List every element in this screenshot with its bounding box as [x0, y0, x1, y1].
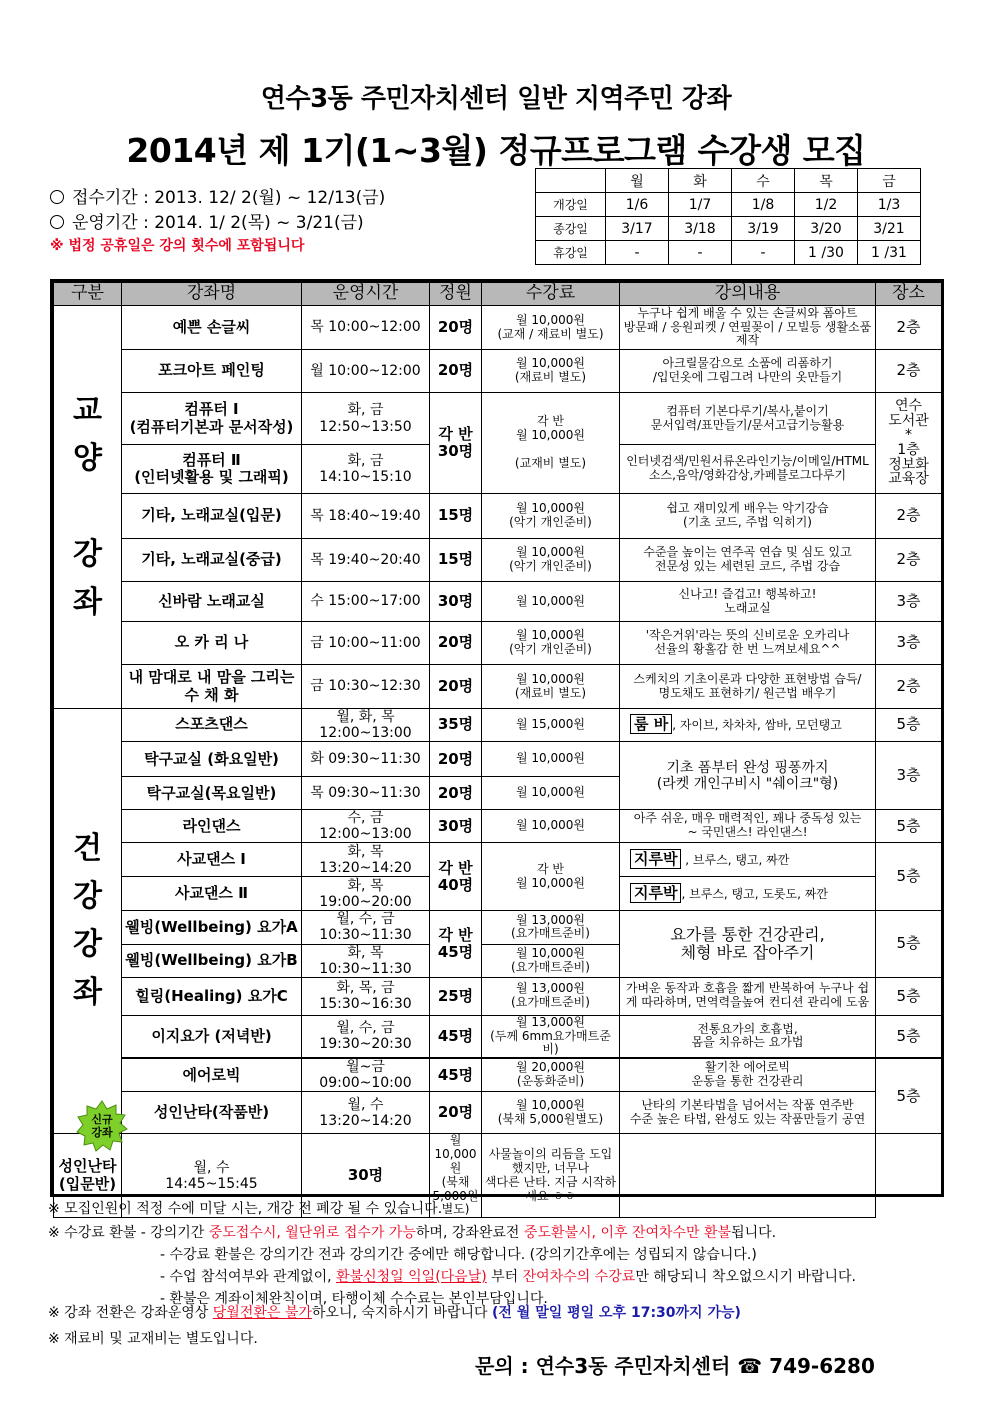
course-name: 라인댄스: [122, 810, 302, 843]
course-fee: 각 반 월 10,000원 (교재비 별도): [482, 393, 620, 494]
course-time: 화, 금 12:50~13:50: [302, 393, 430, 445]
course-time: 화, 목, 금 15:30~16:30: [302, 977, 430, 1015]
course-capacity: 35명: [430, 709, 482, 742]
note-highlight: 잔여차수의 수강료: [522, 1269, 636, 1285]
category-health: 건 강 강 좌: [54, 709, 122, 1134]
table-row: [54, 665, 942, 709]
course-capacity: 20명: [430, 742, 482, 777]
course-capacity: 20명: [430, 1092, 482, 1134]
course-place: 2층: [876, 350, 942, 393]
table-row: [54, 306, 942, 350]
course-place: 2층: [876, 665, 942, 709]
course-time: 월~금 09:00~10:00: [302, 1058, 430, 1092]
description-text: , 브루스, 탱고, 짜깐: [681, 853, 790, 868]
operation-text: 운영기간 : 2014. 1/ 2(목) ~ 3/21(금): [72, 213, 364, 233]
calendar-header-row: [536, 169, 921, 193]
course-name: 신바람 노래교실: [122, 582, 302, 622]
table-row: [54, 622, 942, 665]
table-row: [54, 810, 942, 843]
course-description: 가벼운 동작과 호흡을 짧게 반복하여 누구나 쉽게 따라하며, 면역력을높여 컨디션 관리에 도움: [620, 977, 876, 1015]
calendar-corner: [536, 169, 606, 193]
course-time: 목 18:40~19:40: [302, 494, 430, 539]
course-description: 신나고! 즐겁고! 행복하고! 노래교실: [620, 582, 876, 622]
course-capacity: 30명: [430, 810, 482, 843]
course-description: 전통요가의 호흡법, 몸을 치유하는 요가법: [620, 1015, 876, 1058]
circle-bullet-icon: [50, 190, 64, 204]
course-name: 힐링(Healing) 요가C: [122, 977, 302, 1015]
course-description: 쉽고 재미있게 배우는 악기강습 (기초 코드, 주법 익히기): [620, 494, 876, 539]
course-name: 웰빙(Wellbeing) 요가A: [122, 911, 302, 944]
note-highlight: 당월전환은 불가: [212, 1305, 312, 1321]
course-time: 화 09:30~11:30: [302, 742, 430, 777]
table-row: [54, 977, 942, 1015]
course-time: 수 15:00~17:00: [302, 582, 430, 622]
course-name: 탁구교실(목요일반): [122, 777, 302, 810]
footer-note-4: [160, 1266, 856, 1286]
highlight-box: 룸 바: [630, 714, 672, 734]
course-fee: 월 13,000원 (요가매트준비): [482, 911, 620, 944]
calendar-cell: -: [732, 241, 795, 265]
course-description: 사물놀이의 리듬을 도입했지만, 너무나 색다른 난타. 지금 시작하세요 ㅎㅎ: [482, 1134, 620, 1218]
circle-bullet-icon: [50, 215, 64, 229]
row-label: 휴강일: [536, 241, 606, 265]
course-capacity: 20명: [430, 777, 482, 810]
reception-text: 접수기간 : 2013. 12/ 2(월) ~ 12/13(금): [72, 188, 386, 208]
row-label: 개강일: [536, 193, 606, 217]
course-description: [620, 843, 876, 877]
calendar-cell: 1/2: [795, 193, 858, 217]
note-text: 만 해당되니 착오없으시기 바랍니다.: [635, 1269, 856, 1285]
footer-note-6: [48, 1302, 741, 1322]
table-row: [54, 393, 942, 445]
course-place: 2층: [876, 539, 942, 582]
footer-note-1: ※ 모집인원이 적정 수에 미달 시는, 개강 전 폐강 될 수 있습니다.: [48, 1201, 443, 1217]
course-place: 5층: [876, 977, 942, 1015]
course-time: 월, 수, 금 19:30~20:30: [302, 1015, 430, 1058]
course-description: 아크릴물감으로 소품에 리폼하기 /입던옷에 그림그려 나만의 옷만들기: [620, 350, 876, 393]
course-place: 5층: [876, 810, 942, 843]
course-time: 월 10:00~12:00: [302, 350, 430, 393]
course-fee: 각 반 월 10,000원: [482, 843, 620, 911]
course-capacity: 45명: [430, 1058, 482, 1092]
course-place: 5층: [876, 911, 942, 977]
course-description: 난타의 기본타법을 넘어서는 작품 연주반 수준 높은 타법, 완성도 있는 작품만들기 공연: [620, 1092, 876, 1134]
footer-note-5: - 환불은 계좌이체완칙이며, 타행이체 수수료는 본인부담입니다.: [160, 1291, 548, 1307]
table-row: [54, 1058, 942, 1092]
course-name: 성인난타(입문반): [54, 1134, 122, 1218]
header-capacity: 정원: [430, 283, 482, 306]
table-header-row: [54, 283, 942, 306]
course-name: 기타, 노래교실(입문): [122, 494, 302, 539]
course-description: 아주 쉬운, 매우 매력적인, 꽤나 중독성 있는 ~ 국민댄스! 라인댄스!: [620, 810, 876, 843]
note-text: 부터: [486, 1269, 523, 1285]
course-name: 오 카 리 나: [122, 622, 302, 665]
table-row: [54, 1092, 942, 1134]
calendar-cell: 1/8: [732, 193, 795, 217]
calendar-cell: 3/20: [795, 217, 858, 241]
course-description: '작은거위'라는 뜻의 신비로운 오카리나 선율의 황홀감 한 번 느껴보세요^^: [620, 622, 876, 665]
schedule-calendar: [535, 168, 921, 265]
day-header: 수: [732, 169, 795, 193]
calendar-row: [536, 217, 921, 241]
course-place: 5층: [876, 843, 942, 911]
badge-line-2: 강좌: [91, 1126, 113, 1139]
course-name: 탁구교실 (화요일반): [122, 742, 302, 777]
calendar-cell: 1 /30: [795, 241, 858, 265]
course-name: 스포츠댄스: [122, 709, 302, 742]
course-place: 3층: [876, 582, 942, 622]
course-name: 웰빙(Wellbeing) 요가B: [122, 944, 302, 977]
operation-period: [50, 208, 364, 233]
table-row: [54, 539, 942, 582]
legal-holiday-note: ※ 법정 공휴일은 강의 횟수에 포함됩니다: [50, 238, 305, 254]
course-description: 활기찬 에어로빅 운동을 통한 건강관리: [620, 1058, 876, 1092]
course-time: 화, 목 19:00~20:00: [302, 877, 430, 911]
course-fee: 월 13,000원 (요가매트준비): [482, 977, 620, 1015]
course-fee: 월 15,000원: [482, 709, 620, 742]
day-header: 금: [858, 169, 921, 193]
header-time: 운영시간: [302, 283, 430, 306]
footer-note-2: [48, 1222, 776, 1242]
table-row: [54, 709, 942, 742]
page-title: 2014년 제 1기(1~3월) 정규프로그램 수강생 모집: [126, 131, 866, 170]
course-fee: 월 10,000원: [482, 742, 620, 777]
calendar-cell: 1/6: [606, 193, 669, 217]
course-capacity: 30명: [430, 582, 482, 622]
header-place: 장소: [876, 283, 942, 306]
note-text: 하며, 강좌완료전: [415, 1225, 524, 1241]
course-time: 목 10:00~12:00: [302, 306, 430, 350]
contact-info: 문의 : 연수3동 주민자치센터 ☎ 749-6280: [475, 1354, 875, 1378]
note-highlight: 환불신청일 익일(다음날): [336, 1269, 487, 1285]
course-place: 5층: [876, 1058, 942, 1134]
starburst-icon: [76, 1100, 128, 1152]
new-course-badge: [76, 1100, 128, 1152]
course-name: 기타, 노래교실(중급): [122, 539, 302, 582]
course-description: 인터넷검색/민원서류온라인기능/이메일/HTML소스,음악/영화감상,카페블로그다루기: [620, 445, 876, 494]
table-row: [54, 582, 942, 622]
table-row: [54, 1015, 942, 1058]
course-fee: 월 13,000원 (두께 6mm요가매트준비): [482, 1015, 620, 1058]
calendar-row: [536, 241, 921, 265]
highlight-box: 지루박: [630, 883, 681, 903]
table-row: [54, 350, 942, 393]
course-capacity: 45명: [430, 1015, 482, 1058]
course-capacity: 15명: [430, 539, 482, 582]
note-text: ※ 수강료 환불 - 강의기간: [48, 1225, 209, 1241]
course-name: 내 맘대로 내 맘을 그리는 수 채 화: [122, 665, 302, 709]
calendar-cell: 1/3: [858, 193, 921, 217]
course-place: 5층: [876, 1015, 942, 1058]
calendar-cell: -: [669, 241, 732, 265]
calendar-cell: 3/21: [858, 217, 921, 241]
calendar-cell: 3/18: [669, 217, 732, 241]
course-description: 컴퓨터 기본다루기/복사,붙이기 문서입력/표만들기/문서고급기능활용: [620, 393, 876, 445]
course-capacity: 25명: [430, 977, 482, 1015]
course-name: 사교댄스 Ⅰ: [122, 843, 302, 877]
row-label: 종강일: [536, 217, 606, 241]
course-time: 금 10:30~12:30: [302, 665, 430, 709]
course-time: 화, 금 14:10~15:10: [302, 445, 430, 494]
header-fee: 수강료: [482, 283, 620, 306]
course-time: 목 19:40~20:40: [302, 539, 430, 582]
course-name: 포크아트 페인팅: [122, 350, 302, 393]
table-row: [54, 742, 942, 777]
calendar-cell: 3/19: [732, 217, 795, 241]
course-capacity: 20명: [430, 350, 482, 393]
note-text: ※ 강좌 전환은 강좌운영상: [48, 1305, 213, 1321]
course-fee: 월 10,000원 (재료비 별도): [482, 350, 620, 393]
calendar-cell: -: [606, 241, 669, 265]
course-fee: 월 20,000원 (운동화준비): [482, 1058, 620, 1092]
footer-note-7: ※ 재료비 및 교재비는 별도입니다.: [48, 1331, 258, 1347]
course-name: 컴퓨터 Ⅱ (인터넷활용 및 그래픽): [122, 445, 302, 494]
category-liberal-arts: 교 양 강 좌: [54, 306, 122, 709]
course-time: 월, 수 14:45~15:45: [122, 1134, 302, 1218]
table-row: [54, 843, 942, 877]
note-text: 하오니, 숙지하시기 바랍니다: [311, 1305, 492, 1321]
header-content: 강의내용: [620, 283, 876, 306]
course-time: 목 09:30~11:30: [302, 777, 430, 810]
course-capacity: 각 반 45명: [430, 911, 482, 977]
table-row: [54, 911, 942, 944]
note-text: - 수업 참석여부와 관계없이,: [160, 1269, 337, 1285]
course-time: 월, 화, 목 12:00~13:00: [302, 709, 430, 742]
header-course: 강좌명: [122, 283, 302, 306]
course-fee: 월 10,000원 (악기 개인준비): [482, 622, 620, 665]
course-capacity: 각 반 30명: [430, 393, 482, 494]
highlight-box: 지루박: [630, 849, 681, 869]
course-place: [620, 1134, 876, 1218]
course-fee: 월 10,000원: [482, 810, 620, 843]
course-name: 컴퓨터 Ⅰ (컴퓨터기본과 문서작성): [122, 393, 302, 445]
course-name: 이지요가 (저녁반): [122, 1015, 302, 1058]
day-header: 목: [795, 169, 858, 193]
footer-note-3: - 수강료 환불은 강의기간 전과 강의기간 중에만 해당합니다. (강의기간후에는 성립되지 않습니다.): [160, 1247, 757, 1263]
course-description: 누구나 쉽게 배울 수 있는 손글씨와 폼아트 방문패 / 응원피켓 / 연필꽂이 / 모빌등 생활소품 제작: [620, 306, 876, 350]
calendar-cell: 1/7: [669, 193, 732, 217]
course-place: 2층: [876, 494, 942, 539]
description-text: , 브루스, 탱고, 도롯도, 짜깐: [681, 887, 828, 902]
table-row: [54, 494, 942, 539]
course-name: 예쁜 손글씨: [122, 306, 302, 350]
course-place: 연수 도서관 * 1층 정보화 교육장: [876, 393, 942, 494]
course-description: 기초 폼부터 완성 핑퐁까지 (라켓 개인구비시 "쉐이크"형): [620, 742, 876, 810]
course-place: 3층: [876, 622, 942, 665]
program-table: [53, 282, 942, 1218]
course-capacity: 20명: [430, 306, 482, 350]
course-capacity: 15명: [430, 494, 482, 539]
course-fee: 월 10,000원 (재료비 별도): [482, 665, 620, 709]
description-text: , 자이브, 차차차, 쌈바, 모던탱고: [672, 718, 842, 733]
header-category: 구분: [54, 283, 122, 306]
course-description: 요가를 통한 건강관리, 체형 바로 잡아주기: [620, 911, 876, 977]
course-fee: 월 10,000원 (악기 개인준비): [482, 539, 620, 582]
course-fee: 월 10,000원 (북채 5,000원별도): [482, 1092, 620, 1134]
course-fee: 월 10,000원 (악기 개인준비): [482, 494, 620, 539]
course-time: 수, 금 12:00~13:00: [302, 810, 430, 843]
course-time: 화, 목 10:30~11:30: [302, 944, 430, 977]
course-name: 사교댄스 Ⅱ: [122, 877, 302, 911]
course-capacity: 30명: [302, 1134, 430, 1218]
course-description: 스케치의 기초이론과 다양한 표현방법 습득/ 명도채도 표현하기/ 원근법 배우기: [620, 665, 876, 709]
badge-line-1: 신규: [91, 1113, 113, 1126]
page-subtitle: 연수3동 주민자치센터 일반 지역주민 강좌: [260, 84, 732, 114]
course-name: 에어로빅: [122, 1058, 302, 1092]
course-time: 월, 수, 금 10:30~11:30: [302, 911, 430, 944]
note-highlight: 중도접수시, 월단위로 접수가 가능: [208, 1225, 416, 1241]
course-capacity: 20명: [430, 622, 482, 665]
calendar-row: [536, 193, 921, 217]
course-fee: 월 10,000원 (교재 / 재료비 별도): [482, 306, 620, 350]
course-fee: 월 10,000원 (요가매트준비): [482, 944, 620, 977]
note-highlight: (전 월 말일 평일 오후 17:30까지 가능): [492, 1305, 741, 1321]
course-place: 2층: [876, 306, 942, 350]
note-highlight: 중도환불시, 이후 잔여차수만 환불: [523, 1225, 732, 1241]
course-description: [620, 709, 876, 742]
calendar-cell: 1 /31: [858, 241, 921, 265]
reception-period: [50, 183, 385, 208]
course-place: 3층: [876, 742, 942, 810]
course-fee: 월 10,000원: [482, 777, 620, 810]
day-header: 월: [606, 169, 669, 193]
course-time: 화, 목 13:20~14:20: [302, 843, 430, 877]
course-description: 수준을 높이는 연주곡 연습 및 심도 있고 전문성 있는 세련된 코드, 주법 강습: [620, 539, 876, 582]
course-name: 성인난타(작품반): [122, 1092, 302, 1134]
day-header: 화: [669, 169, 732, 193]
course-fee: 월 10,000원: [482, 582, 620, 622]
course-time: 월, 수 13:20~14:20: [302, 1092, 430, 1134]
note-text: 됩니다.: [731, 1225, 777, 1241]
course-fee: 월 10,000원 (북채 5,000원별도): [430, 1134, 482, 1218]
course-capacity: 20명: [430, 665, 482, 709]
course-place: 5층: [876, 709, 942, 742]
course-time: 금 10:00~11:00: [302, 622, 430, 665]
course-description: [620, 877, 876, 911]
calendar-cell: 3/17: [606, 217, 669, 241]
course-capacity: 각 반 40명: [430, 843, 482, 911]
